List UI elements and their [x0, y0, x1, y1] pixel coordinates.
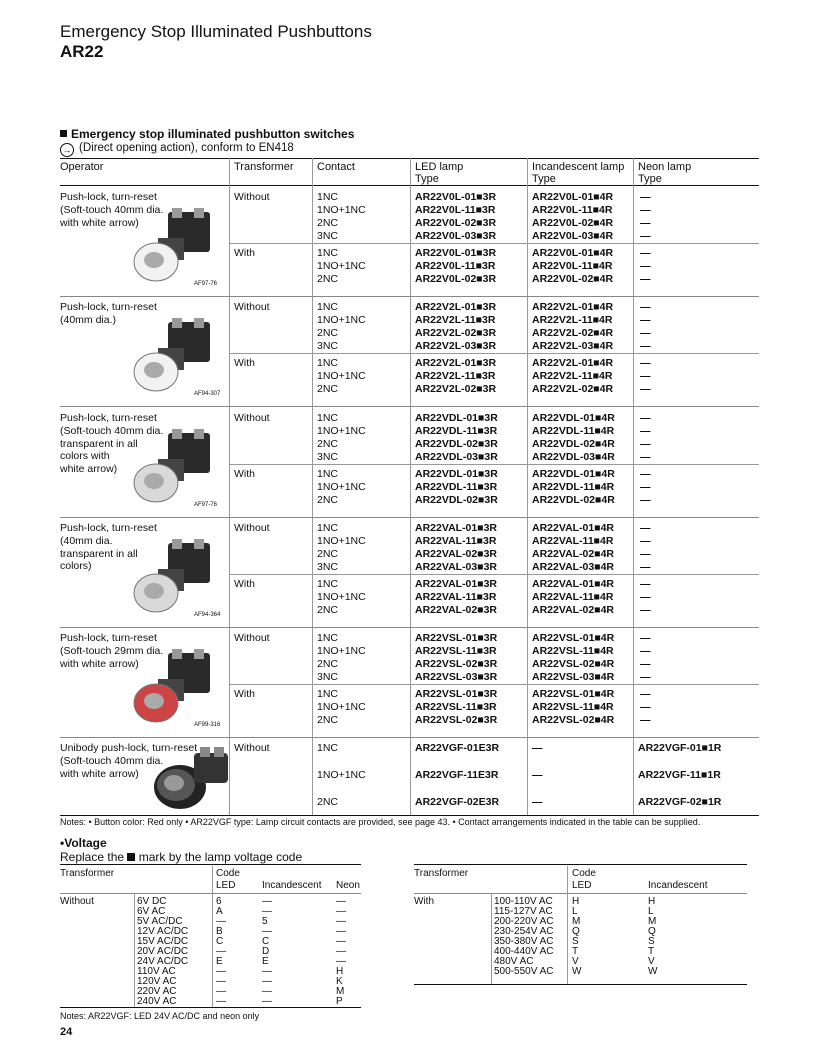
- product-photo: [132, 318, 216, 396]
- photo-code: AF97-76: [194, 281, 218, 287]
- incandescent-type-list: AR22VDL-01■4R AR22VDL-11■4R AR22VDL-02■4R: [532, 468, 615, 506]
- voltage-left-head-rule: [60, 893, 361, 894]
- vl-inc-codes: — — 5 — C D E — — — —: [262, 896, 272, 1007]
- operator-group: [60, 186, 759, 296]
- square-bullet-icon: [60, 130, 67, 137]
- led-type-list: AR22VAL-01■3R AR22VAL-11■3R AR22VAL-02■3R AR22VAL-03■3R: [415, 522, 498, 573]
- contact-value: 1NO+1NC: [317, 769, 366, 781]
- neon-type-list: — — —: [640, 578, 651, 616]
- col-incandescent: Incandescent lamp Type: [532, 161, 625, 185]
- vl-neon-codes: — — — — — — — H K M P: [336, 896, 346, 1007]
- led-type-list: AR22VDL-01■3R AR22VDL-11■3R AR22VDL-02■3R AR22VDL-03■3R: [415, 412, 498, 463]
- row-divider: [229, 684, 759, 685]
- led-type: AR22VGF-11E3R: [415, 769, 499, 781]
- square-mark-icon: [127, 853, 135, 861]
- operator-group: [60, 627, 759, 737]
- voltage-instruction: Replace the mark by the lamp voltage code: [60, 850, 303, 864]
- neon-type: AR22VGF-02■1R: [638, 796, 722, 808]
- vr-led-head: LED: [572, 880, 592, 891]
- led-type-list: AR22VAL-01■3R AR22VAL-11■3R AR22VAL-02■3R: [415, 578, 498, 616]
- led-type: AR22VGF-01E3R: [415, 742, 500, 754]
- vl-neon-head: Neon: [336, 880, 360, 891]
- page-title: Emergency Stop Illuminated Pushbuttons: [60, 22, 372, 41]
- transformer-label: Without: [234, 632, 270, 644]
- photo-code: AF99-316: [194, 722, 221, 728]
- unibody-block: [60, 737, 759, 815]
- incandescent-type-list: AR22V2L-01■4R AR22V2L-11■4R AR22V2L-02■4R: [532, 357, 614, 395]
- incandescent-type-list: AR22VAL-01■4R AR22VAL-11■4R AR22VAL-02■4R AR22VAL-03■4R: [532, 522, 615, 573]
- incandescent-type-list: AR22VDL-01■4R AR22VDL-11■4R AR22VDL-02■4R AR22VDL-03■4R: [532, 412, 615, 463]
- contact-list: 1NC 1NO+1NC 2NC 3NC: [317, 191, 366, 242]
- col-operator: Operator: [60, 161, 104, 173]
- row-divider: [229, 243, 759, 244]
- voltage-right-head-rule: [414, 893, 747, 894]
- operator-group: [60, 407, 759, 517]
- col-neon: Neon lamp Type: [638, 161, 692, 185]
- vl-divider: [134, 893, 135, 1007]
- transformer-label: With: [234, 357, 255, 369]
- col-led: LED lamp Type: [415, 161, 464, 185]
- transformer-label: With: [234, 247, 255, 259]
- transformer-label: Without: [234, 412, 270, 424]
- vr-inc-codes: H L M Q S T V W: [648, 896, 658, 977]
- incandescent-type: —: [532, 769, 543, 781]
- vr-code-head: Code: [572, 868, 596, 879]
- operator-description: Push-lock, turn-reset (Soft-touch 40mm dia. transparent in all colors with white arrow): [60, 412, 164, 476]
- led-type-list: AR22VSL-01■3R AR22VSL-11■3R AR22VSL-02■3R: [415, 688, 498, 726]
- product-photo: [140, 741, 236, 813]
- incandescent-type-list: AR22VSL-01■4R AR22VSL-11■4R AR22VSL-02■4R: [532, 688, 615, 726]
- neon-type-list: — — — —: [640, 632, 651, 683]
- row-divider: [229, 353, 759, 354]
- neon-type: AR22VGF-11■1R: [638, 769, 721, 781]
- operator-description: Push-lock, turn-reset (40mm dia. transparent in all colors): [60, 522, 157, 573]
- led-type-list: AR22V0L-01■3R AR22V0L-11■3R AR22V0L-02■3R: [415, 247, 497, 285]
- operator-description: Push-lock, turn-reset (Soft-touch 29mm dia. with white arrow): [60, 632, 164, 670]
- photo-code: AF97-76: [194, 502, 218, 508]
- transformer-label: Without: [234, 742, 270, 754]
- operator-group: [60, 296, 759, 406]
- voltage-heading: •Voltage: [60, 836, 107, 850]
- neon-type-list: — — — —: [640, 301, 651, 352]
- neon-type-list: — — —: [640, 468, 651, 506]
- voltage-right-bottom-rule: [414, 984, 747, 985]
- vl-led-codes: 6 A — B C — E — — — —: [216, 896, 226, 1007]
- transformer-label: With: [234, 468, 255, 480]
- vr-with: With: [414, 896, 434, 907]
- vr-transformer-head: Transformer: [414, 868, 469, 879]
- vl-led-head: LED: [216, 880, 236, 891]
- incandescent-type: —: [532, 796, 543, 808]
- transformer-label: Without: [234, 191, 270, 203]
- contact-list: 1NC 1NO+1NC 2NC 3NC: [317, 412, 366, 463]
- operator-description: Unibody push-lock, turn-reset (Soft-touch 40mm dia. with white arrow): [60, 742, 198, 780]
- section-subheading: → (Direct opening action), conform to EN418: [60, 142, 294, 157]
- incandescent-type-list: AR22V0L-01■4R AR22V0L-11■4R AR22V0L-02■4R: [532, 247, 614, 285]
- led-type: AR22VGF-02E3R: [415, 796, 500, 808]
- direct-opening-icon: →: [60, 143, 74, 157]
- contact-list: 1NC 1NO+1NC 2NC: [317, 578, 366, 616]
- neon-type-list: — — —: [640, 688, 651, 726]
- row-divider: [229, 574, 759, 575]
- voltage-left-top-rule: [60, 864, 361, 865]
- neon-type-list: — — —: [640, 247, 651, 285]
- footnote: Notes: AR22VGF: LED 24V AC/DC and neon only: [60, 1011, 260, 1021]
- page-number: 24: [60, 1026, 73, 1038]
- contact-value: 2NC: [317, 796, 339, 808]
- vr-volts: 100-110V AC 115-127V AC 200-220V AC 230-254V AC 350-380V AC 400-440V AC 480V AC 500-550V AC: [494, 896, 554, 977]
- contact-list: 1NC 1NO+1NC 2NC: [317, 468, 366, 506]
- incandescent-type-list: AR22VAL-01■4R AR22VAL-11■4R AR22VAL-02■4R: [532, 578, 615, 616]
- neon-type: AR22VGF-01■1R: [638, 742, 722, 754]
- contact-list: 1NC 1NO+1NC 2NC: [317, 247, 366, 285]
- transformer-label: With: [234, 688, 255, 700]
- contact-list: 1NC 1NO+1NC 2NC 3NC: [317, 522, 366, 573]
- table-notes: Notes: • Button color: Red only • AR22VGF type: Lamp circuit contacts are provided, see page 43. • Contact arrangements indicated in the table can be supplied.: [60, 817, 701, 827]
- table-bottom-rule: [60, 815, 759, 816]
- photo-code: AF94-307: [194, 391, 221, 397]
- row-divider: [229, 464, 759, 465]
- vl-transformer-head: Transformer: [60, 868, 115, 879]
- product-photo: [132, 208, 216, 286]
- product-photo: [132, 649, 216, 727]
- neon-type-list: — — — —: [640, 412, 651, 463]
- led-type-list: AR22VDL-01■3R AR22VDL-11■3R AR22VDL-02■3R: [415, 468, 498, 506]
- vl-code-head: Code: [216, 868, 240, 879]
- neon-type-list: — — — —: [640, 522, 651, 573]
- voltage-left-bottom-rule: [60, 1007, 361, 1008]
- vl-divider: [212, 866, 213, 1007]
- operator-description: Push-lock, turn-reset (40mm dia.): [60, 301, 157, 326]
- model-title: AR22: [60, 42, 104, 61]
- contact-value: 1NC: [317, 742, 339, 754]
- led-type-list: AR22V2L-01■3R AR22V2L-11■3R AR22V2L-02■3R AR22V2L-03■3R: [415, 301, 497, 352]
- led-type-list: AR22V2L-01■3R AR22V2L-11■3R AR22V2L-02■3R: [415, 357, 497, 395]
- incandescent-type: —: [532, 742, 543, 754]
- transformer-label: Without: [234, 522, 270, 534]
- transformer-label: With: [234, 578, 255, 590]
- contact-list: 1NC 1NO+1NC 2NC 3NC: [317, 632, 366, 683]
- product-photo: [132, 429, 216, 507]
- vl-inc-head: Incandescent: [262, 880, 322, 891]
- incandescent-type-list: AR22V2L-01■4R AR22V2L-11■4R AR22V2L-02■4R AR22V2L-03■4R: [532, 301, 614, 352]
- neon-type-list: — — — —: [640, 191, 651, 242]
- photo-code: AF94-364: [194, 612, 221, 618]
- voltage-right-top-rule: [414, 864, 747, 865]
- col-transformer: Transformer: [234, 161, 294, 173]
- led-type-list: AR22VSL-01■3R AR22VSL-11■3R AR22VSL-02■3R AR22VSL-03■3R: [415, 632, 498, 683]
- incandescent-type-list: AR22V0L-01■4R AR22V0L-11■4R AR22V0L-02■4R AR22V0L-03■4R: [532, 191, 614, 242]
- col-contact: Contact: [317, 161, 355, 173]
- vr-inc-head: Incandescent: [648, 880, 708, 891]
- transformer-label: Without: [234, 301, 270, 313]
- incandescent-type-list: AR22VSL-01■4R AR22VSL-11■4R AR22VSL-02■4R AR22VSL-03■4R: [532, 632, 615, 683]
- vl-without: Without: [60, 896, 94, 907]
- contact-list: 1NC 1NO+1NC 2NC 3NC: [317, 301, 366, 352]
- operator-description: Push-lock, turn-reset (Soft-touch 40mm dia. with white arrow): [60, 191, 164, 229]
- neon-type-list: — — —: [640, 357, 651, 395]
- vl-volts: 6V DC 6V AC 5V AC/DC 12V AC/DC 15V AC/DC 20V AC/DC 24V AC/DC 110V AC 120V AC 220V AC 240V AC: [137, 896, 189, 1007]
- vr-divider: [567, 866, 568, 984]
- section-heading: Emergency stop illuminated pushbutton switches: [60, 127, 354, 141]
- product-photo: [132, 539, 216, 617]
- contact-list: 1NC 1NO+1NC 2NC: [317, 688, 366, 726]
- operator-group: [60, 517, 759, 627]
- contact-list: 1NC 1NO+1NC 2NC: [317, 357, 366, 395]
- led-type-list: AR22V0L-01■3R AR22V0L-11■3R AR22V0L-02■3R AR22V0L-03■3R: [415, 191, 497, 242]
- vr-led-codes: H L M Q S T V W: [572, 896, 582, 977]
- vr-divider: [491, 893, 492, 984]
